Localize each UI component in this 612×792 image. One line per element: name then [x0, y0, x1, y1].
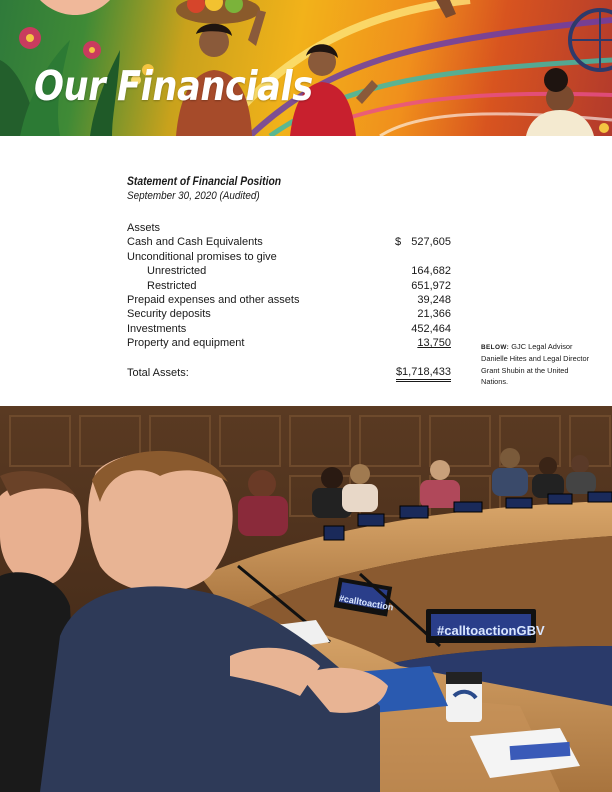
- statement-rows: [127, 221, 457, 351]
- table-row: [127, 250, 457, 264]
- statement-subtitle: September 30, 2020 (Audited): [127, 190, 260, 202]
- row-label: Cash and Cash Equivalents: [127, 236, 263, 249]
- meeting-photo: [0, 406, 612, 792]
- row-label: Property and equipment: [127, 337, 245, 350]
- row-value: 651,972: [411, 279, 451, 292]
- page-title: Our Financials: [34, 62, 313, 110]
- table-row: [127, 322, 457, 336]
- meeting-photo-illustration: [0, 406, 612, 792]
- header-banner: [0, 0, 612, 136]
- table-row: [127, 336, 457, 350]
- table-row: [127, 235, 457, 249]
- sign-text-small: #calltoaction: [338, 593, 395, 613]
- total-label: Total Assets:: [127, 367, 189, 379]
- row-value: 21,366: [417, 308, 451, 321]
- sign-text: #calltoactionGBV: [437, 623, 545, 638]
- currency-symbol: $: [395, 236, 402, 249]
- section-heading: Assets: [127, 222, 161, 234]
- table-row: [127, 293, 457, 307]
- statement-title: Statement of Financial Position: [127, 176, 282, 188]
- row-value: 164,682: [411, 265, 451, 278]
- row-value: 527,605: [411, 236, 451, 249]
- row-label: Prepaid expenses and other assets: [127, 293, 300, 306]
- photo-caption: [481, 341, 591, 388]
- row-label: Restricted: [147, 279, 197, 292]
- total-row: [127, 366, 457, 380]
- row-value: 452,464: [411, 322, 451, 335]
- section-heading-row: [127, 221, 457, 235]
- row-label: Security deposits: [127, 308, 211, 321]
- row-label: Unrestricted: [147, 265, 207, 278]
- row-label: Unconditional promises to give: [127, 250, 277, 263]
- caption-text: GJC Legal Advisor Danielle Hites and Legal Director Grant Shubin at the United Nations.: [481, 342, 590, 387]
- table-row: [127, 279, 457, 293]
- row-label: Investments: [127, 322, 187, 335]
- row-value: 39,248: [417, 293, 451, 306]
- financial-statement: [127, 176, 457, 379]
- table-row: [127, 307, 457, 321]
- total-value: $1,718,433: [396, 366, 451, 382]
- caption-lead: BELOW:: [481, 344, 510, 351]
- table-row: [127, 264, 457, 278]
- row-value: 13,750: [417, 337, 451, 350]
